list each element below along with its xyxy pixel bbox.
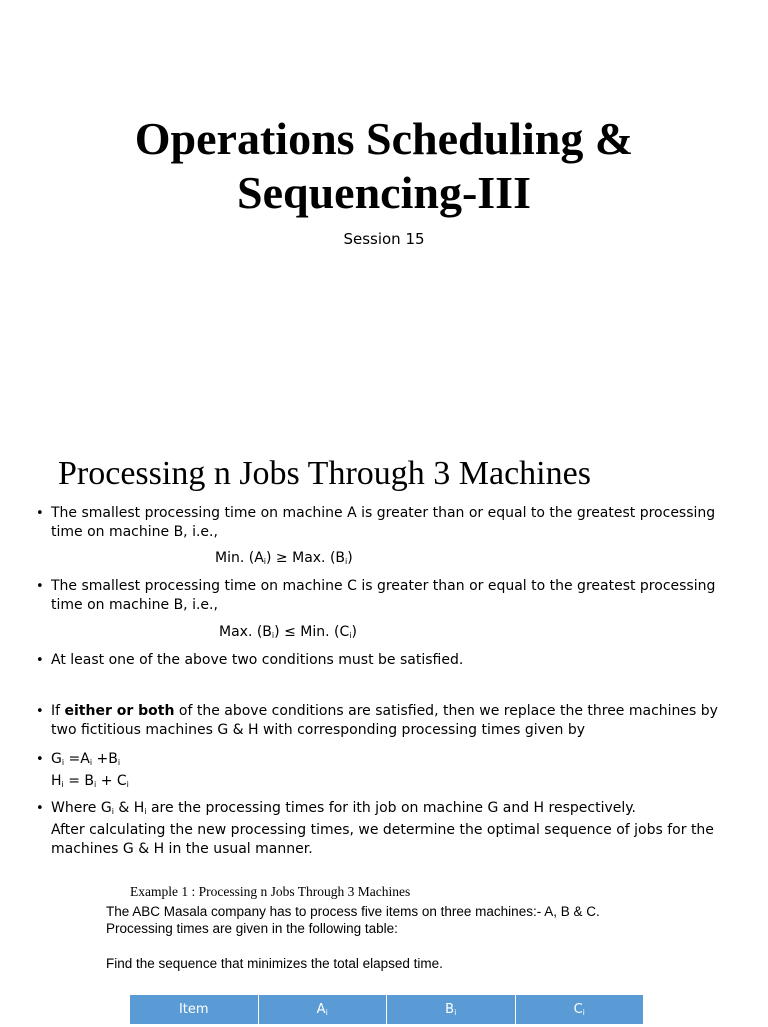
title-line-2: Sequencing-III <box>237 167 531 218</box>
condition-2: Max. $(B_i)$ ≤ Min. $(C_i)$ <box>219 624 357 640</box>
header-b: $B_i$ <box>387 995 516 1024</box>
title-slide <box>0 0 768 430</box>
header-a: $A_i$ <box>259 995 388 1024</box>
bullet-3: • At least one of the above two conditions must be satisfied. <box>51 651 721 670</box>
example-text-2: Processing times are given in the following table: <box>106 921 398 936</box>
bullet-2: • The smallest processing time on machine C is greater than or equal to the greatest processing time on machine B, i.e., <box>51 577 721 615</box>
example-text-1: The ABC Masala company has to process five items on three machines:- A, B & C. <box>106 904 600 919</box>
condition-1: Min. $(A_i)$ ≥ Max. $(B_i)$ <box>215 550 353 566</box>
slide-title <box>60 112 708 220</box>
bullet-1: • The smallest processing time on machine A is greater than or equal to the greatest processing time on machine B, i.e., <box>51 504 721 542</box>
slide-heading: Processing n Jobs Through 3 Machines <box>58 455 591 492</box>
header-c: $C_i$ <box>573 1002 585 1017</box>
bullet-6-continuation: After calculating the new processing times, we determine the optimal sequence of jobs for the machines G & H in the usual manner. <box>51 822 714 857</box>
header-item: Item <box>130 995 259 1024</box>
formula-g: • $G_i =A_i +B_i$ <box>51 750 721 772</box>
processing-times-table-header <box>130 995 643 1024</box>
example-title: Example 1 : Processing n Jobs Through 3 Machines <box>130 884 411 899</box>
formula-h: $H_i = B_i + C_i$ <box>51 773 129 789</box>
session-subtitle: Session 15 <box>343 230 425 248</box>
bullet-4: • If either or both of the above conditions are satisfied, then we replace the three machines by two fictitious machines G & H with corresponding processing times given by <box>51 702 721 740</box>
bullet-6: • Where $G_i$ & $H_i$ are the processing times for ith job on machine G and H respectively. After calculating the new processing times, we determine the optimal sequence of jobs for the machines G & H in the usual manner. <box>51 799 721 859</box>
example-text-3: Find the sequence that minimizes the total elapsed time. <box>106 956 443 971</box>
title-line-1: Operations Scheduling & <box>134 113 634 164</box>
